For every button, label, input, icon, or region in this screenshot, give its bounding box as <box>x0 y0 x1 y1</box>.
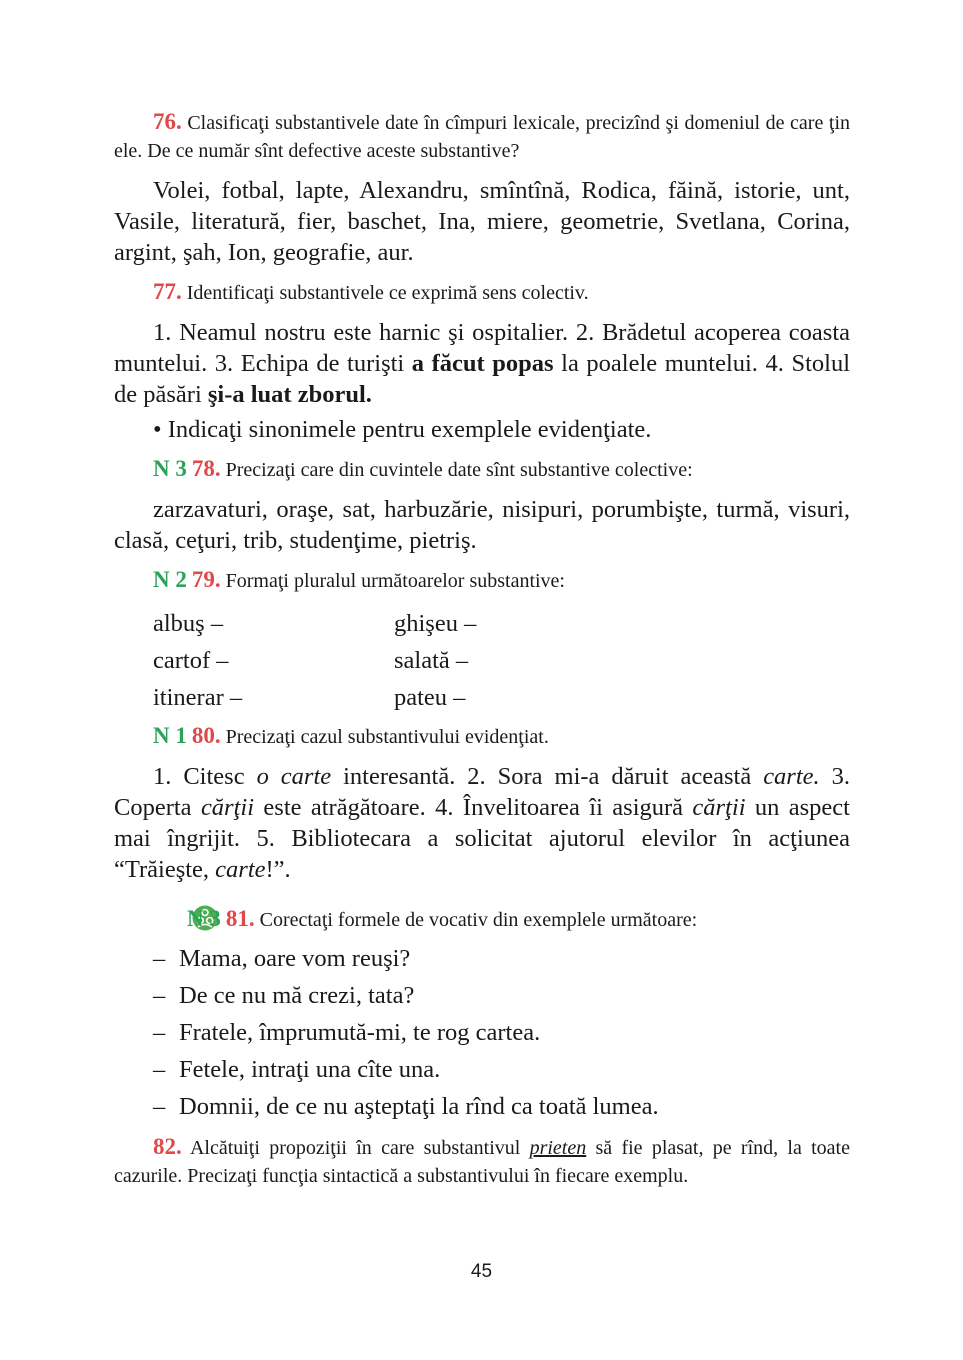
bullet-icon: • <box>153 416 162 443</box>
text-segment: interesantă. 2. Sora mi-a dăruit această <box>331 763 764 790</box>
exercise-number: 77. <box>153 279 182 304</box>
text-segment: 1. Neamul nostru este harnic şi ospitalier. 2. Brădetul acoperea coasta muntelui. 3. Echipa de turişti <box>114 319 850 377</box>
exercise-76-instruction <box>114 108 850 165</box>
sentence-text: Mama, oare vom reuşi? <box>179 944 411 972</box>
word-left: itinerar – <box>153 683 243 711</box>
group-work-icon <box>153 905 179 931</box>
level-badge: N 3 <box>153 456 187 481</box>
instruction-text: Identificaţi substantivele ce exprimă sens colectiv. <box>186 282 589 304</box>
sentence-text: Fratele, împrumută-mi, te rog cartea. <box>179 1018 541 1046</box>
dash-mark: – <box>153 981 166 1009</box>
exercise-78-instruction <box>114 455 850 484</box>
exercise-77-instruction <box>114 278 850 307</box>
instruction-text: Clasificaţi substantivele date în cîmpuri lexicale, precizînd şi domeniul de care ţin ele. De ce număr sînt defective aceste substantive? <box>114 112 851 162</box>
exercise-number: 80. <box>191 723 221 748</box>
exercise-82-instruction <box>114 1133 850 1190</box>
text-segment: 3. Coperta <box>114 763 850 821</box>
instruction-text: Corectaţi formele de vocativ din exemplele următoare: <box>259 909 698 931</box>
exercise-number: 82. <box>153 1134 182 1159</box>
exercise-77-text <box>114 317 850 410</box>
highlighted-phrase: şi-a luat zborul. <box>207 381 372 408</box>
list-item <box>153 605 850 642</box>
plural-word-list <box>114 605 850 716</box>
level-badge: N 3 <box>187 906 221 931</box>
level-badge: N 2 <box>153 567 187 592</box>
exercise-number: 79. <box>191 567 221 592</box>
text-segment: un aspect mai îngrijit. 5. Bibliotecara a solicitat ajutorul elevilor în acţiunea “Trăieşte, <box>114 794 850 883</box>
word-right: salată – <box>394 646 469 674</box>
dash-mark: – <box>153 1018 166 1046</box>
emphasized-word: o carte <box>256 763 332 790</box>
text-segment: este atrăgătoare. 4. Învelitoarea îi asigură <box>254 794 693 821</box>
exercise-80-text <box>114 761 850 885</box>
word-left: albuş – <box>153 609 224 637</box>
exercise-80-instruction <box>114 722 850 751</box>
list-item <box>153 1014 850 1051</box>
dash-mark: – <box>153 1055 166 1083</box>
word-left: cartof – <box>153 646 229 674</box>
text-segment: la poalele muntelui. 4. Stolul de păsări <box>114 350 850 408</box>
target-word: prieten <box>529 1137 587 1159</box>
list-item <box>153 977 850 1014</box>
exercise-77-bullet <box>114 414 850 445</box>
dash-mark: – <box>153 944 166 972</box>
highlighted-phrase: a făcut popas <box>411 350 554 377</box>
vocative-sentences-list <box>114 940 850 1125</box>
emphasized-word: carte. <box>763 763 820 790</box>
text-segment: să fie plasat, pe rînd, la toate cazurile. Precizaţi funcţia sintactică a substantivului în fiecare exemplu. <box>114 1137 850 1187</box>
instruction-text: Formaţi pluralul următoarelor substantive: <box>225 570 565 592</box>
emphasized-word: cărţii <box>200 794 255 821</box>
exercise-76-text: Volei, fotbal, lapte, Alexandru, smîntînă, Rodica, făină, istorie, unt, Vasile, literatură, fier, baschet, Ina, miere, geometrie, Svetlana, Corina, argint, şah, Ion, geografie, aur. <box>114 177 850 266</box>
text-segment: !”. <box>265 856 291 883</box>
list-item <box>153 642 850 679</box>
exercise-number: 81. <box>225 906 255 931</box>
page-number: 45 <box>470 1261 493 1282</box>
instruction-text: Precizaţi cazul substantivului evidenţiat. <box>225 726 549 748</box>
sentence-text: De ce nu mă crezi, tata? <box>179 981 415 1009</box>
exercise-number: 78. <box>191 456 221 481</box>
exercise-number: 76. <box>153 109 182 134</box>
list-item <box>153 940 850 977</box>
list-item <box>153 1088 850 1125</box>
word-right: ghişeu – <box>394 609 477 637</box>
dash-mark: – <box>153 1092 166 1120</box>
textbook-page <box>114 108 850 1190</box>
list-item <box>153 679 850 716</box>
emphasized-word: cărţii <box>692 794 746 821</box>
bullet-text: Indicaţi sinonimele pentru exemplele evidenţiate. <box>167 416 652 443</box>
instruction-text: Precizaţi care din cuvintele date sînt substantive colective: <box>225 459 693 481</box>
exercise-78-text: zarzavaturi, oraşe, sat, harbuzărie, nisipuri, porumbişte, turmă, visuri, clasă, ceţuri, trib, studenţime, pietriş. <box>114 496 850 554</box>
level-badge: N 1 <box>153 723 187 748</box>
exercise-79-instruction <box>114 566 850 595</box>
text-segment: 1. Citesc <box>153 763 257 790</box>
exercise-81-instruction <box>114 905 850 934</box>
word-right: pateu – <box>394 683 466 711</box>
emphasized-word: carte <box>215 856 266 883</box>
sentence-text: Fetele, intraţi una cîte una. <box>179 1055 441 1083</box>
text-segment: Alcătuiţi propoziţii în care substantivul <box>189 1137 530 1159</box>
list-item <box>153 1051 850 1088</box>
sentence-text: Domnii, de ce nu aşteptaţi la rînd ca toată lumea. <box>179 1092 659 1120</box>
